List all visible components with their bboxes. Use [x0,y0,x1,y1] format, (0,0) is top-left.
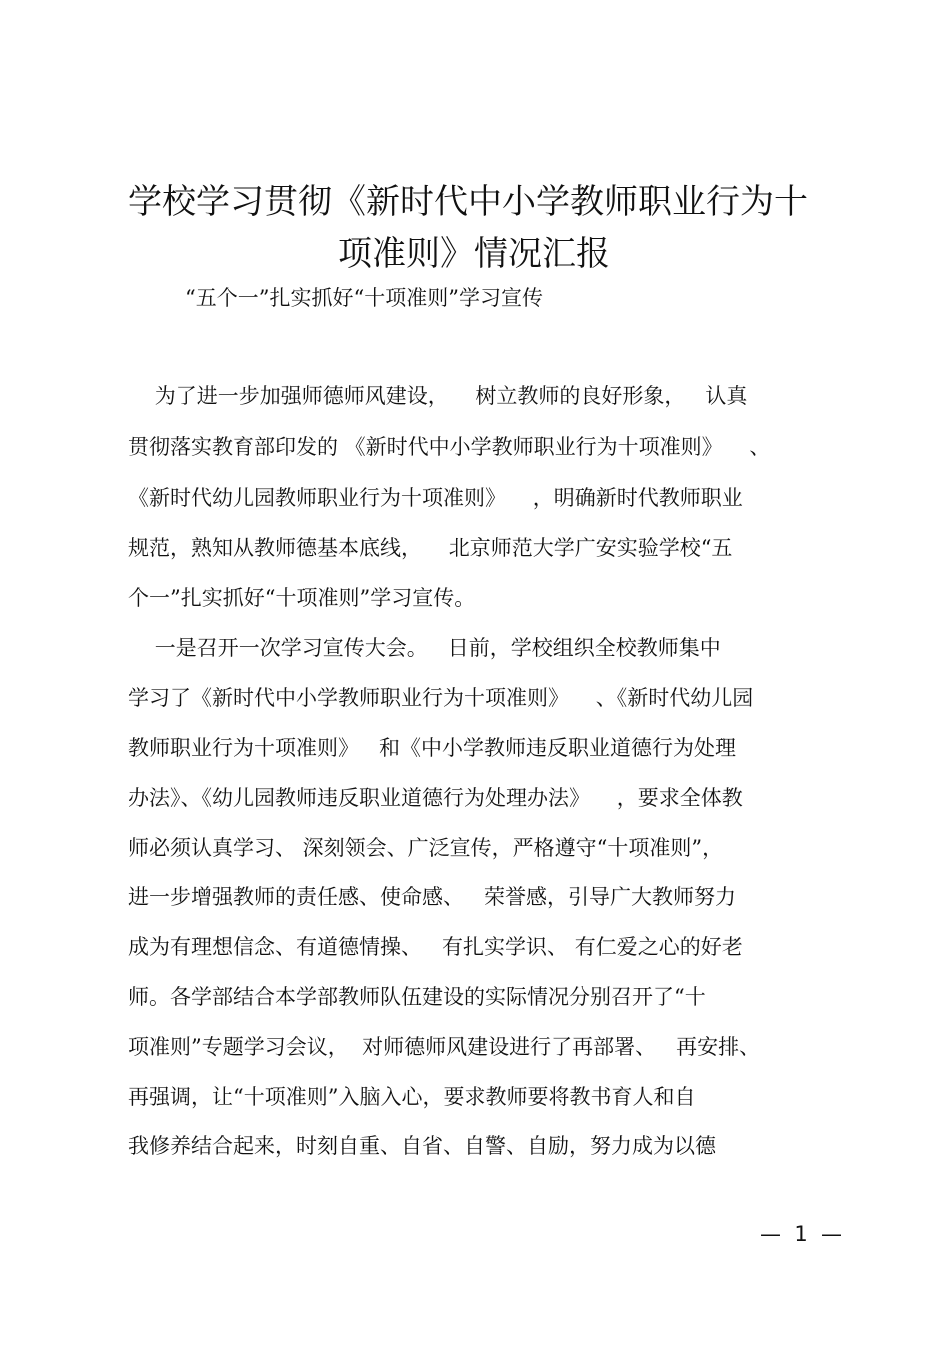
body-line: 学习了《新时代中小学教师职业行为十项准则》 、《新时代幼儿园 [128,686,754,710]
body-line: 教师职业行为十项准则》 和《中小学教师违反职业道德行为处理 [128,736,737,760]
page-number: — 1 — [760,1222,843,1246]
body-line: 个一”扎实抓好“十项准则”学习宣传。 [128,586,476,610]
body-line: 师。各学部结合本学部教师队伍建设的实际情况分别召开了“十 [128,985,706,1009]
body-line: 成为有理想信念、有道德情操、 有扎实学识、 有仁爱之心的好老 [128,935,743,959]
body-line: 进一步增强教师的责任感、使命感、 荣誉感，引导广大教师努力 [128,885,737,909]
body-line: 规范，熟知从教师德基本底线， 北京师范大学广安实验学校“五 [128,536,733,560]
body-line: 再强调，让“十项准则”入脑入心，要求教师要将教书育人和自 [128,1085,696,1109]
body-line: 我修养结合起来，时刻自重、自省、自警、自励，努力成为以德 [128,1134,716,1158]
document-title-line-1: 学校学习贯彻《新时代中小学教师职业行为十 [128,182,808,222]
body-line: 一是召开一次学习宣传大会。 日前，学校组织全校教师集中 [128,636,721,660]
body-line: 《新时代幼儿园教师职业行为十项准则》 ，明确新时代教师职业 [128,486,743,510]
body-line: 贯彻落实教育部印发的 《新时代中小学教师职业行为十项准则》 、 [128,435,771,459]
body-line: 师必须认真学习、 深刻领会、广泛宣传，严格遵守“十项准则”， [128,836,724,860]
document-subtitle: “五个一”扎实抓好“十项准则”学习宣传 [185,286,543,310]
document-title-line-2: 项准则》情况汇报 [338,234,610,274]
body-line: 为了进一步加强师德师风建设， 树立教师的良好形象， 认真 [128,384,748,408]
body-line: 办法》、《幼儿园教师违反职业道德行为处理办法》 ，要求全体教 [128,786,743,810]
body-line: 项准则”专题学习会议， 对师德师风建设进行了再部署、 再安排、 [128,1035,761,1059]
